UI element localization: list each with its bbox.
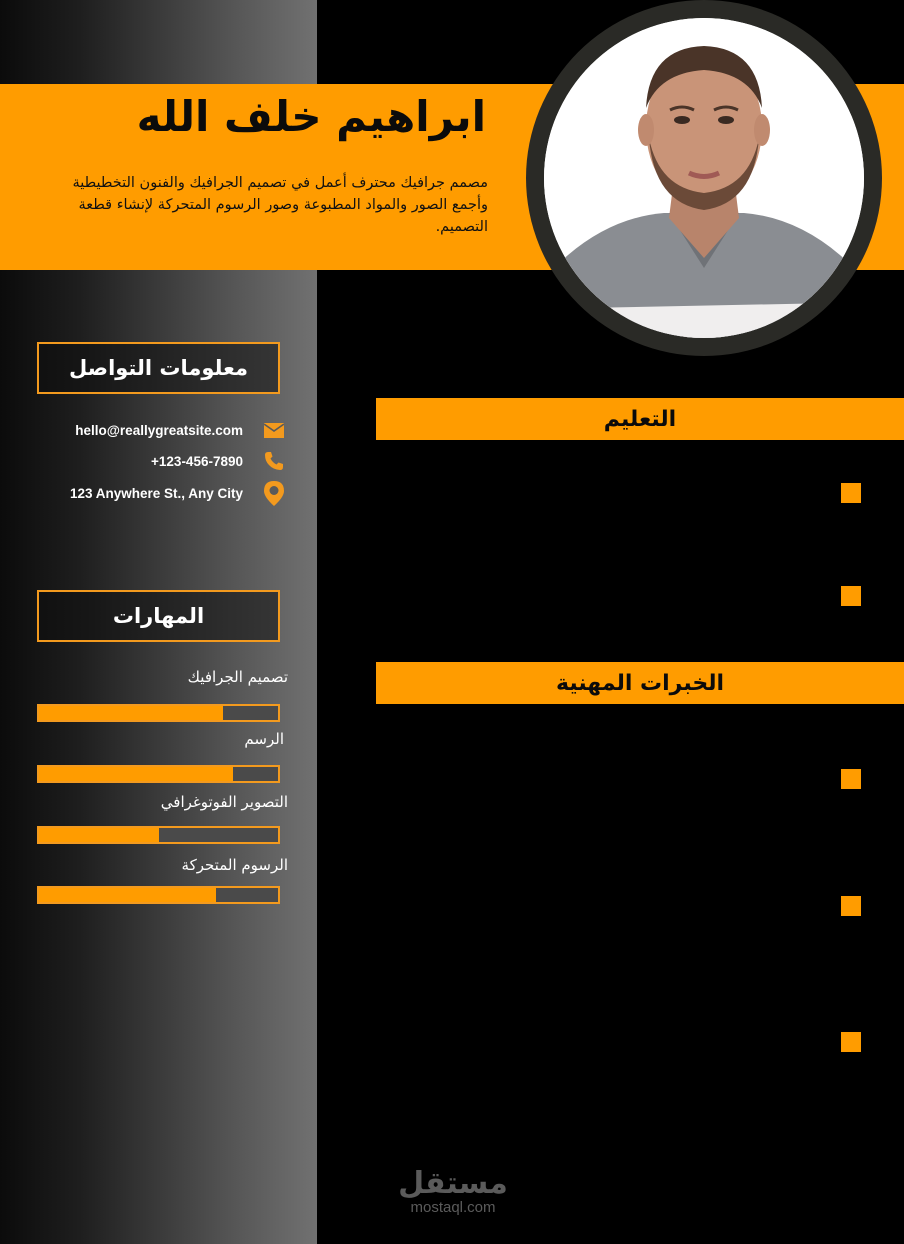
skill-fill [39, 767, 233, 781]
skill-bar [37, 826, 280, 844]
skills-section-title: المهارات [37, 590, 280, 642]
watermark [396, 1168, 510, 1216]
contact-section-title: معلومات التواصل [37, 342, 280, 394]
skill-bar [37, 765, 280, 783]
experience-bullet [841, 896, 861, 916]
phone-text[interactable]: +123-456-7890 [151, 453, 243, 469]
watermark-latin: mostaql.com [410, 1199, 496, 1216]
skill-fill [39, 706, 223, 720]
bio-text: مصمم جرافيك محترف أعمل في تصميم الجرافيك والفنون التخطيطية وأجمع الصور والمواد المطبوعة وصور الرسوم المتحركة لإنشاء قطعة التصميم. [72, 175, 488, 235]
skill-fill [39, 828, 159, 842]
education-bullet [841, 586, 861, 606]
location-pin-icon [263, 482, 285, 504]
skill-fill [39, 888, 216, 902]
person-name: ابراهيم خلف الله [136, 92, 486, 141]
education-section-title: التعليم [376, 398, 904, 440]
skill-bar [37, 886, 280, 904]
skill-label: التصوير الفوتوغرافي [160, 793, 288, 811]
address-text: 123 Anywhere St., Any City [69, 485, 243, 501]
contact-phone [40, 450, 285, 472]
experience-section-title: الخبرات المهنية [376, 662, 904, 704]
education-bullet [841, 483, 861, 503]
contact-address [40, 482, 285, 504]
skill-label: الرسم [244, 730, 284, 748]
experience-bullet [841, 769, 861, 789]
skill-label: الرسوم المتحركة [181, 856, 288, 874]
person-portrait-icon [544, 18, 864, 338]
experience-bullet [841, 1032, 861, 1052]
email-text[interactable]: hello@reallygreatsite.com [75, 422, 243, 438]
contact-email [40, 419, 285, 441]
skill-bar [37, 704, 280, 722]
watermark-arabic: مستقل [398, 1166, 508, 1201]
phone-icon [263, 450, 285, 472]
envelope-icon [263, 419, 285, 441]
profile-photo [544, 18, 864, 338]
skill-label: تصميم الجرافيك [187, 668, 288, 686]
